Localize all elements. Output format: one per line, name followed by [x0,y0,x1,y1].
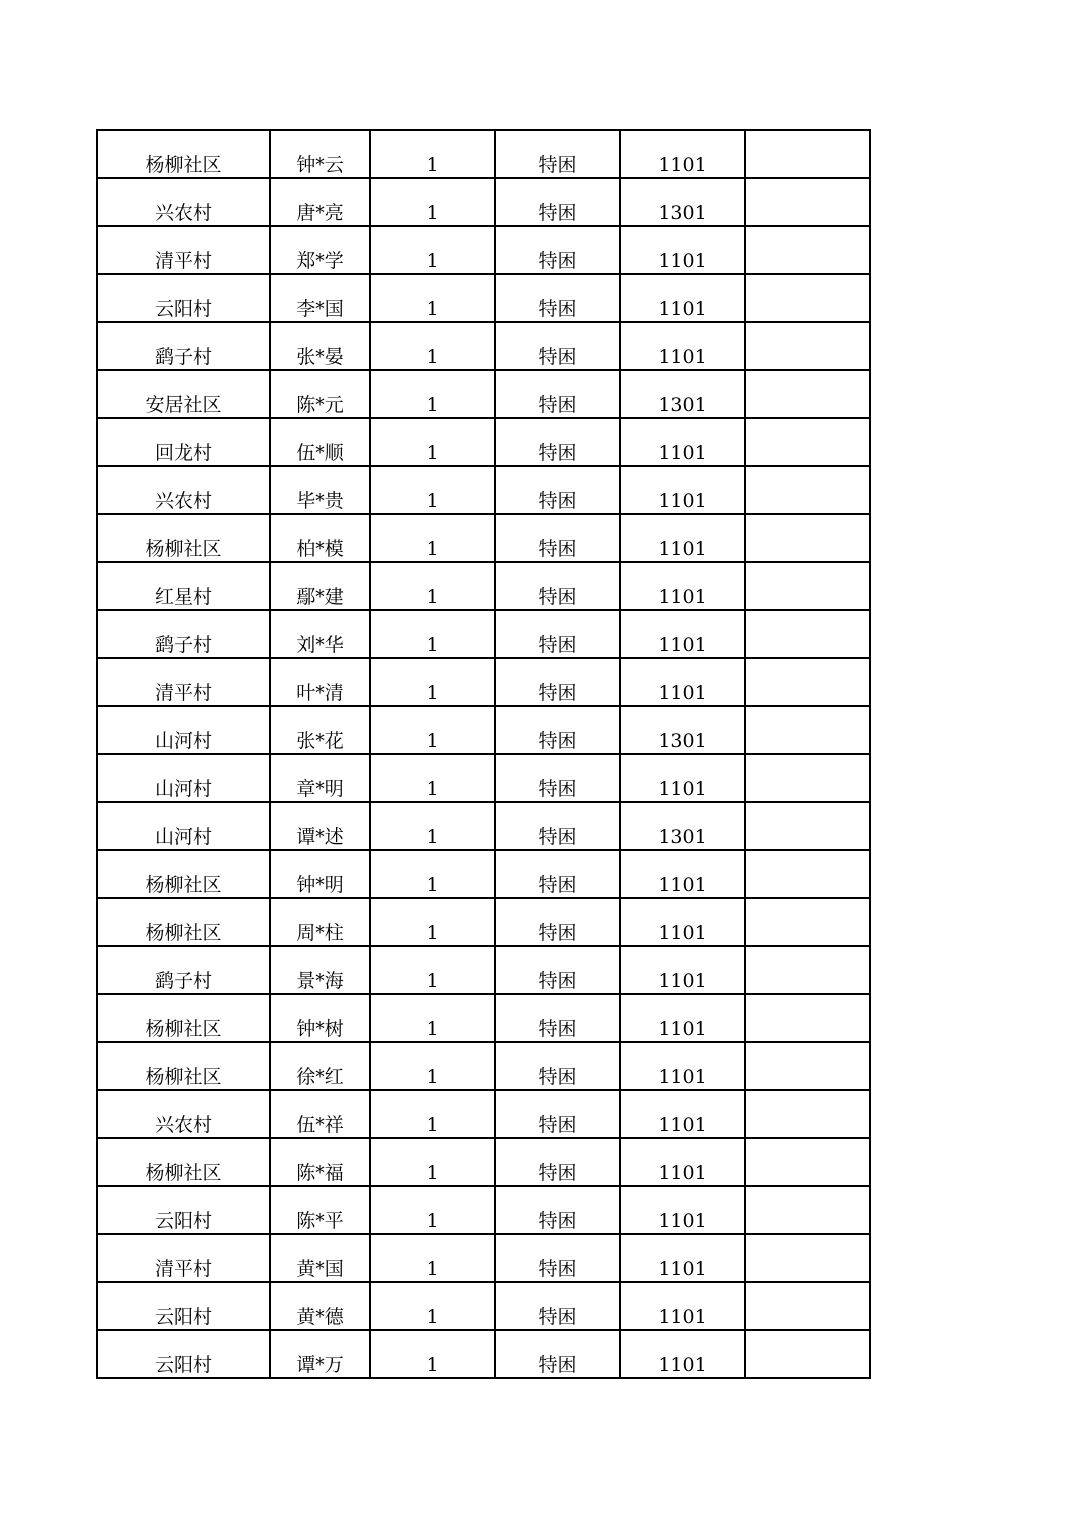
code-cell: 1101 [620,1090,745,1138]
count-cell: 1 [370,1282,495,1330]
village-cell: 云阳村 [97,1186,270,1234]
name-cell: 伍*顺 [270,418,370,466]
note-cell [745,322,870,370]
name-cell: 谭*万 [270,1330,370,1378]
code-cell: 1101 [620,1186,745,1234]
note-cell [745,370,870,418]
code-cell: 1101 [620,322,745,370]
village-cell: 云阳村 [97,1330,270,1378]
table-row [97,610,870,658]
note-cell [745,658,870,706]
code-cell: 1101 [620,1138,745,1186]
count-cell: 1 [370,802,495,850]
name-cell: 柏*模 [270,514,370,562]
table-row [97,466,870,514]
name-cell: 叶*清 [270,658,370,706]
note-cell [745,946,870,994]
table-row [97,178,870,226]
table-row [97,1234,870,1282]
village-cell: 云阳村 [97,1282,270,1330]
table-row [97,274,870,322]
table-row [97,1042,870,1090]
table-row [97,754,870,802]
count-cell: 1 [370,130,495,178]
name-cell: 鄢*建 [270,562,370,610]
name-cell: 徐*红 [270,1042,370,1090]
table-row [97,850,870,898]
count-cell: 1 [370,1330,495,1378]
table-row [97,322,870,370]
table-row [97,994,870,1042]
table-row [97,1138,870,1186]
type-cell: 特困 [495,274,620,322]
village-cell: 杨柳社区 [97,898,270,946]
code-cell: 1301 [620,802,745,850]
note-cell [745,706,870,754]
table-row [97,418,870,466]
type-cell: 特困 [495,946,620,994]
name-cell: 钟*树 [270,994,370,1042]
name-cell: 黄*德 [270,1282,370,1330]
type-cell: 特困 [495,1234,620,1282]
count-cell: 1 [370,1090,495,1138]
type-cell: 特困 [495,466,620,514]
note-cell [745,562,870,610]
note-cell [745,994,870,1042]
code-cell: 1101 [620,754,745,802]
count-cell: 1 [370,1234,495,1282]
note-cell [745,1186,870,1234]
type-cell: 特困 [495,226,620,274]
table-body [97,130,870,1378]
code-cell: 1101 [620,994,745,1042]
note-cell [745,130,870,178]
code-cell: 1101 [620,1330,745,1378]
village-cell: 兴农村 [97,466,270,514]
village-cell: 安居社区 [97,370,270,418]
count-cell: 1 [370,754,495,802]
code-cell: 1101 [620,466,745,514]
village-cell: 鹞子村 [97,610,270,658]
name-cell: 张*晏 [270,322,370,370]
village-cell: 杨柳社区 [97,994,270,1042]
name-cell: 李*国 [270,274,370,322]
village-cell: 鹞子村 [97,946,270,994]
village-cell: 兴农村 [97,178,270,226]
type-cell: 特困 [495,1282,620,1330]
code-cell: 1301 [620,706,745,754]
village-cell: 兴农村 [97,1090,270,1138]
count-cell: 1 [370,274,495,322]
type-cell: 特困 [495,610,620,658]
village-cell: 杨柳社区 [97,130,270,178]
count-cell: 1 [370,610,495,658]
note-cell [745,466,870,514]
name-cell: 章*明 [270,754,370,802]
table-row [97,1090,870,1138]
type-cell: 特困 [495,898,620,946]
code-cell: 1101 [620,658,745,706]
village-cell: 清平村 [97,1234,270,1282]
village-cell: 山河村 [97,754,270,802]
table-row [97,706,870,754]
type-cell: 特困 [495,994,620,1042]
name-cell: 唐*亮 [270,178,370,226]
table-row [97,658,870,706]
type-cell: 特困 [495,130,620,178]
type-cell: 特困 [495,658,620,706]
code-cell: 1101 [620,130,745,178]
name-cell: 毕*贵 [270,466,370,514]
count-cell: 1 [370,850,495,898]
note-cell [745,274,870,322]
code-cell: 1301 [620,370,745,418]
name-cell: 郑*学 [270,226,370,274]
name-cell: 陈*平 [270,1186,370,1234]
type-cell: 特困 [495,1138,620,1186]
note-cell [745,1282,870,1330]
note-cell [745,514,870,562]
code-cell: 1101 [620,226,745,274]
name-cell: 陈*元 [270,370,370,418]
note-cell [745,850,870,898]
type-cell: 特困 [495,418,620,466]
code-cell: 1101 [620,850,745,898]
village-cell: 山河村 [97,802,270,850]
name-cell: 陈*福 [270,1138,370,1186]
type-cell: 特困 [495,562,620,610]
note-cell [745,178,870,226]
note-cell [745,754,870,802]
name-cell: 景*海 [270,946,370,994]
name-cell: 钟*明 [270,850,370,898]
count-cell: 1 [370,1042,495,1090]
village-cell: 云阳村 [97,274,270,322]
count-cell: 1 [370,658,495,706]
code-cell: 1101 [620,1234,745,1282]
code-cell: 1101 [620,1042,745,1090]
note-cell [745,1138,870,1186]
count-cell: 1 [370,1186,495,1234]
note-cell [745,226,870,274]
data-table [96,129,871,1379]
count-cell: 1 [370,706,495,754]
note-cell [745,898,870,946]
note-cell [745,418,870,466]
note-cell [745,610,870,658]
code-cell: 1101 [620,1282,745,1330]
table-row [97,514,870,562]
code-cell: 1101 [620,946,745,994]
count-cell: 1 [370,898,495,946]
type-cell: 特困 [495,370,620,418]
table-row [97,1186,870,1234]
code-cell: 1301 [620,178,745,226]
count-cell: 1 [370,466,495,514]
table-row [97,898,870,946]
type-cell: 特困 [495,322,620,370]
type-cell: 特困 [495,178,620,226]
village-cell: 杨柳社区 [97,514,270,562]
type-cell: 特困 [495,802,620,850]
table-row [97,1330,870,1378]
note-cell [745,802,870,850]
count-cell: 1 [370,562,495,610]
type-cell: 特困 [495,850,620,898]
type-cell: 特困 [495,1330,620,1378]
count-cell: 1 [370,946,495,994]
count-cell: 1 [370,322,495,370]
name-cell: 黄*国 [270,1234,370,1282]
count-cell: 1 [370,370,495,418]
code-cell: 1101 [620,898,745,946]
table-row [97,562,870,610]
note-cell [745,1090,870,1138]
village-cell: 杨柳社区 [97,1138,270,1186]
count-cell: 1 [370,994,495,1042]
type-cell: 特困 [495,706,620,754]
name-cell: 谭*述 [270,802,370,850]
type-cell: 特困 [495,1186,620,1234]
code-cell: 1101 [620,418,745,466]
village-cell: 清平村 [97,226,270,274]
count-cell: 1 [370,226,495,274]
code-cell: 1101 [620,562,745,610]
table-row [97,802,870,850]
village-cell: 回龙村 [97,418,270,466]
name-cell: 刘*华 [270,610,370,658]
count-cell: 1 [370,514,495,562]
count-cell: 1 [370,1138,495,1186]
note-cell [745,1042,870,1090]
name-cell: 伍*祥 [270,1090,370,1138]
count-cell: 1 [370,178,495,226]
table-row [97,130,870,178]
name-cell: 钟*云 [270,130,370,178]
table-row [97,226,870,274]
count-cell: 1 [370,418,495,466]
table-row [97,946,870,994]
table-row [97,370,870,418]
village-cell: 山河村 [97,706,270,754]
village-cell: 鹞子村 [97,322,270,370]
code-cell: 1101 [620,610,745,658]
type-cell: 特困 [495,754,620,802]
table-row [97,1282,870,1330]
name-cell: 周*柱 [270,898,370,946]
code-cell: 1101 [620,274,745,322]
village-cell: 杨柳社区 [97,850,270,898]
village-cell: 杨柳社区 [97,1042,270,1090]
code-cell: 1101 [620,514,745,562]
name-cell: 张*花 [270,706,370,754]
type-cell: 特困 [495,1090,620,1138]
village-cell: 红星村 [97,562,270,610]
type-cell: 特困 [495,1042,620,1090]
note-cell [745,1330,870,1378]
type-cell: 特困 [495,514,620,562]
village-cell: 清平村 [97,658,270,706]
note-cell [745,1234,870,1282]
